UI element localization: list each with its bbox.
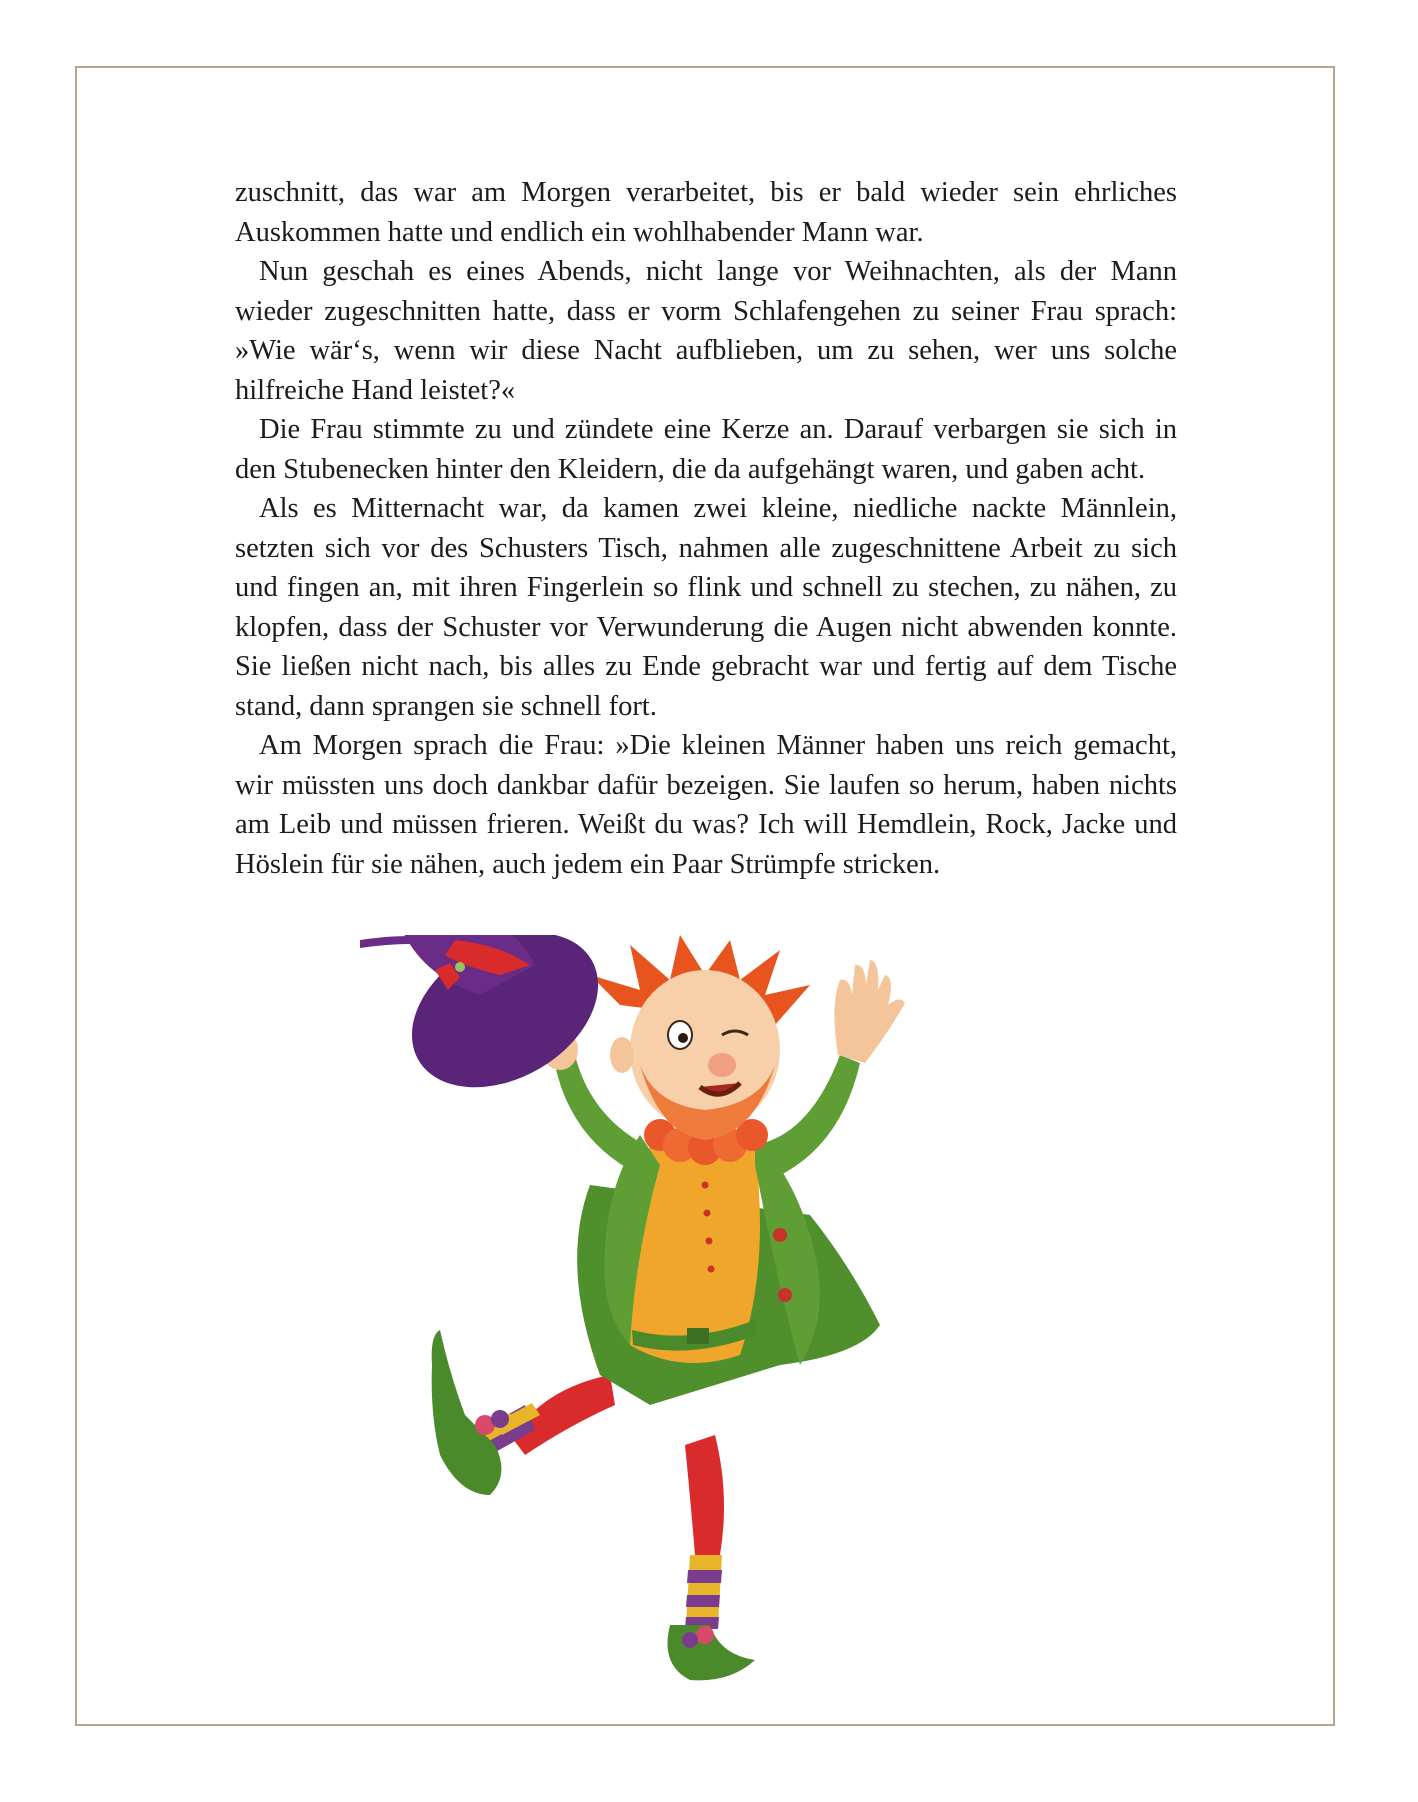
elf-left-leg: [432, 1330, 615, 1495]
paragraph-1: zuschnitt, das war am Morgen verarbeitet, bis er bald wieder sein ehrliches Auskommen hatte und endlich ein wohlhabender Mann war.: [235, 177, 1177, 248]
story-text: [235, 173, 1177, 884]
elf-right-leg: [668, 1435, 756, 1680]
paragraph-4: Als es Mitternacht war, da kamen zwei kleine, niedliche nackte Männlein, setzten sich vor des Schusters Tisch, nahmen alle zugeschnittene Arbeit zu sich und fingen an, mit ihren Fingerlein so flink und schnell zu stechen, zu nähen, zu klopfen, dass der Schuster vor Verwunderung die Augen nicht abwenden konnte. Sie ließen nicht nach, bis alles zu Ende gebracht war und fertig auf dem Tische stand, dann sprangen sie schnell fort.: [235, 493, 1177, 722]
paragraph-2: Nun geschah es eines Abends, nicht lange vor Weihnachten, als der Mann wieder zugeschnitten hatte, dass er vorm Schlafengehen zu seiner Frau sprach: »Wie wär‘s, wenn wir diese Nacht aufblieben, um zu sehen, wer uns solche hilfreiche Hand leistet?«: [235, 256, 1177, 406]
paragraph-5: Am Morgen sprach die Frau: »Die kleinen Männer haben uns reich gemacht, wir müssten uns doch dankbar dafür bezeigen. Sie laufen so herum, haben nichts am Leib und müssen frieren. Weißt du was? Ich will Hemdlein, Rock, Jacke und Höslein für sie nähen, auch jedem ein Paar Strümpfe stricken.: [235, 730, 1177, 880]
elf-head: [590, 935, 810, 1140]
elf-illustration: [360, 935, 1060, 1705]
paragraph-3: Die Frau stimmte zu und zündete eine Kerze an. Darauf verbargen sie sich in den Stubenecken hinter den Kleidern, die da aufgehängt waren, und gaben acht.: [235, 414, 1177, 485]
